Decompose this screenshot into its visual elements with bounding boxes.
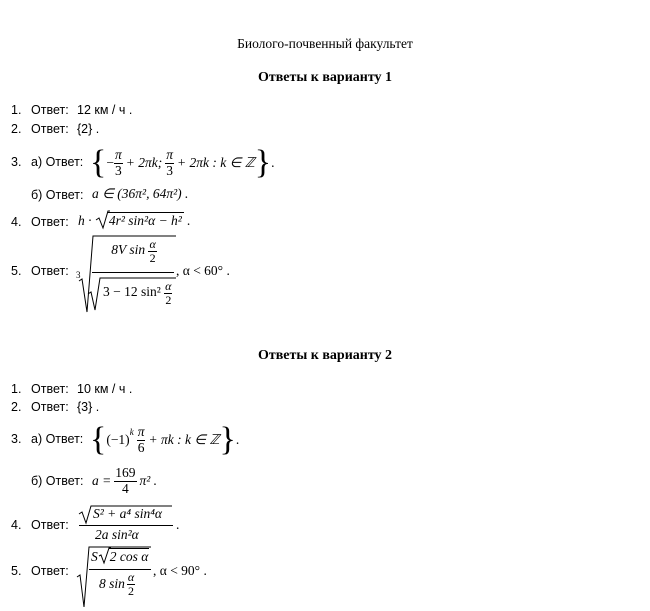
v2-item3b-label: б) Ответ:: [31, 474, 84, 488]
v1-item2-label: Ответ:: [31, 122, 69, 136]
v1-item5-condition: , α < 60° .: [176, 263, 230, 278]
faculty-title: Биолого-почвенный факультет: [237, 36, 413, 51]
v1-item1-number: 1.: [11, 103, 22, 117]
v2-item4-fraction-bar: [79, 525, 173, 526]
v2-item3b-formula: a = $\frac{169}{4}$ π² .: [92, 465, 158, 496]
v2-item4-number: 4.: [11, 518, 22, 532]
v1-item2-number: 2.: [11, 122, 22, 136]
svg-text:3: 3: [76, 270, 81, 280]
v1-item4-number: 4.: [11, 215, 22, 229]
v2-item3a-label: а) Ответ:: [31, 432, 84, 446]
v1-item4-label: Ответ:: [31, 215, 69, 229]
variant1-heading: Ответы к варианту 1: [257, 70, 393, 85]
v1-item2-answer: {2} .: [77, 122, 100, 136]
v1-item5-numerator: 8V sin $\frac{\alpha}{2}$: [111, 237, 156, 265]
v1-item5-fraction-bar: [92, 272, 174, 273]
v2-item5-denominator: 8 sin $\frac{\alpha}{2}$: [99, 570, 135, 598]
v2-item5-fraction-bar: [89, 569, 151, 570]
v1-item5-label: Ответ:: [31, 264, 69, 278]
v2-item2-label: Ответ:: [31, 400, 69, 414]
v1-item5-number: 5.: [11, 264, 22, 278]
v2-item4-denominator: 2a sin²α: [95, 527, 139, 542]
v1-item1-label: Ответ:: [31, 103, 69, 117]
v1-item3a-label: а) Ответ:: [31, 155, 84, 169]
v2-item4-label: Ответ:: [31, 518, 69, 532]
v2-item5-label: Ответ:: [31, 564, 69, 578]
v1-item3b-label: б) Ответ:: [31, 188, 84, 202]
variant2-heading: Ответы к варианту 2: [257, 348, 393, 363]
v2-item1-label: Ответ:: [31, 382, 69, 396]
v2-item2-number: 2.: [11, 400, 22, 414]
v2-item1-answer: 10 км / ч .: [77, 382, 133, 396]
v1-item3b-formula: a ∈ (36π², 64π²) .: [92, 186, 189, 201]
v2-item2-answer: {3} .: [77, 400, 100, 414]
v2-item5-number: 5.: [11, 564, 22, 578]
v2-item5-numerator: S 2 cos α: [91, 549, 149, 564]
v1-item3a-formula: { − $\frac{\pi}{3}$ + 2πk; $\frac{\pi}{3}$ + 2πk : k ∈ ℤ } .: [90, 144, 275, 181]
v2-item5-condition: , α < 90° .: [153, 563, 207, 578]
v1-item4-formula: h · 4r² sin²α − h² .: [78, 213, 191, 228]
v2-item1-number: 1.: [11, 382, 22, 396]
v1-item3-number: 3.: [11, 155, 22, 169]
v1-item5-denominator: 3 − 12 sin² $\frac{\alpha}{2}$: [103, 279, 172, 307]
v1-item4-radical-sign: [96, 210, 110, 230]
v2-item4-tail: .: [176, 517, 180, 532]
v1-item1-answer: 12 км / ч .: [77, 103, 133, 117]
v2-item4-numerator: S² + a⁴ sin⁴α: [93, 506, 163, 521]
v2-item3-number: 3.: [11, 432, 22, 446]
v2-item3a-formula: { (−1) k $\frac{\pi}{6}$ + πk : k ∈ ℤ } .: [90, 421, 240, 458]
v2-item5-inner-radical: [99, 547, 111, 565]
